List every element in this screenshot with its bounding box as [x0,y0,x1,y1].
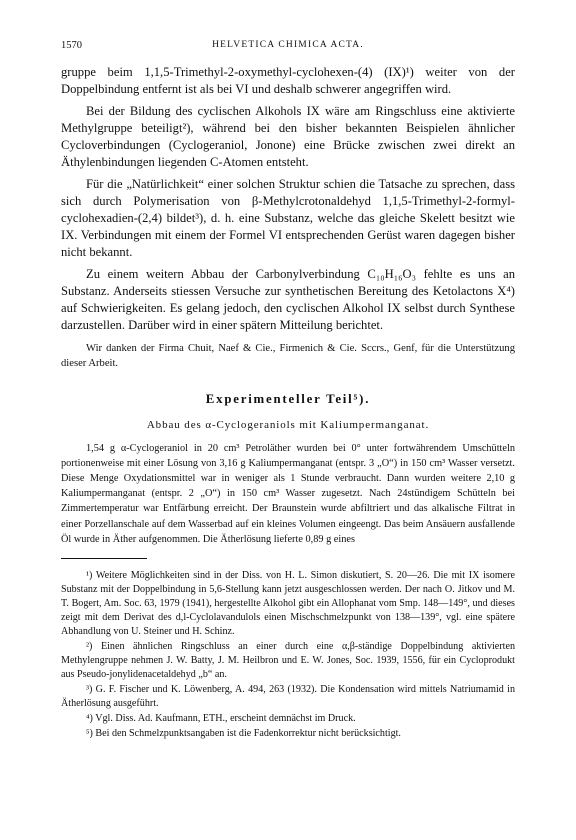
footnote-2: ²) Einen ähnlichen Ringschluss an einer durch eine α,β-ständige Doppelbindung aktivierten Methylengruppe nehmen J. W. Batty, J. M. Heilbron und E. W. Jones, Soc. 1939, 1556, für ein Cycloprodukt aus Pseudo-jonylidenacetaldehyd „b“ an. [61,641,515,681]
acknowledgement: Wir danken der Firma Chuit, Naef & Cie., Firmenich & Cie. Sccrs., Genf, für die Unterstützung dieser Arbeit. [61,343,515,369]
footnote-rule [61,558,147,559]
experiment-subheading: Abbau des α-Cyclogeraniols mit Kaliumpermanganat. [146,418,430,431]
footnote-5: ⁵) Bei den Schmelzpunktsangaben ist die Fadenkorrektur nicht berücksichtigt. [86,728,401,740]
footnote-3: ³) G. F. Fischer und K. Löwenberg, A. 494, 263 (1932). Die Kondensation wird mittels Natriumamid in Ätherlösung ausgeführt. [61,684,515,710]
paragraph-further-degradation: Zu einem weitern Abbau der Carbonylverbindung C₁₀H₁₆O₃ fehlte es uns an Substanz. Anderseits stiessen Versuche zur synthetischen Bereitung des Ketolactons X⁴) auf Schwierigkeiten. Es gelang jedoch, den cyclischen Alkohol IX selbst durch Synthese darzustellen. Darüber wird in einer spätern Mitteilung berichtet. [61,267,515,332]
paragraph-naturalness: Für die „Natürlichkeit“ einer solchen Struktur schien die Tatsache zu sprechen, dass sich durch Polymerisation von β-Methylcrotonaldehyd 1,1,5-Trimethyl-2-formyl-cyclohexadien-(2,4) bildet³), d. h. eine Substanz, welche das gleiche Skelett besitzt wie IX. Verbindungen mit einem der Formel VI entsprechenden Gerüst waren dagegen bisher nicht bekannt. [61,177,515,259]
paragraph-continuation: gruppe beim 1,1,5-Trimethyl-2-oxymethyl-cyclohexen-(4) (IX)¹) weiter von der Doppelbindung entfernt ist als bei VI und deshalb schwerer angegriffen wird. [61,65,515,96]
page-number: 1570 [61,40,82,51]
journal-title: HELVETICA CHIMICA ACTA. [212,40,364,50]
footnotes [61,569,515,741]
section-heading: Experimenteller Teil⁵). [205,391,371,406]
footnote-1: ¹) Weitere Möglichkeiten sind in der Diss. von H. L. Simon diskutiert, S. 20—26. Die mit IX isomere Substanz mit der Doppelbindung in 5,6-Stellung kann jetzt ausgeschlossen werden. Der nach O. Jitkov und M. T. Bogert, Am. Soc. 63, 1979 (1941), hergestellte Alkohol gibt ein Allophanat vom Smp. 148—149°, und dieses zeigt mit dem Derivat des d,l-Cyclolavandulols einen Mischschmelzpunkt von 138—139°, vgl. eine spätere Abhandlung von U. Steiner und H. Schinz. [61,570,515,638]
experimental-paragraph: 1,54 g α-Cyclogeraniol in 20 cm³ Petroläther wurden bei 0° unter fortwährendem Umschütteln portionenweise mit einer Lösung von 3,16 g Kaliumpermanganat (entspr. 3 „O“) in 150 cm³ Wasser versetzt. Diese Menge Oxydationsmittel war in weniger als 1 Stunde verbraucht. Dann wurden weitere 2,10 g Kaliumpermanganat (entspr. 2 „O“) in 150 cm³ Wasser zugesetzt. Nach 24stündigem Schütteln bei Zimmertemperatur war Entfärbung erreicht. Der Braunstein wurde abfiltriert und das alkalische Filtrat in einer Porzellanschale auf dem Wasserbad auf ein kleines Volumen eingeengt. Das beim Ansäuern ausfallende Öl wurde in Äther aufgenommen. Die Ätherlösung lieferte 0,89 g eines [61,442,515,545]
running-header [61,40,515,54]
paragraph-ring-closure: Bei der Bildung des cyclischen Alkohols IX wäre am Ringschluss eine aktivierte Methylgruppe beteiligt²), während bei den bisher bekannten Beispielen ähnlicher Cycloverbindungen (Cyclogeraniol, Jonone) eine Brücke zwischen zwei direkt an Äthylenbindungen liegenden C-Atomen entsteht. [61,104,515,169]
footnote-4: ⁴) Vgl. Diss. Ad. Kaufmann, ETH., erscheint demnächst im Druck. [86,713,356,725]
journal-page [61,40,515,742]
